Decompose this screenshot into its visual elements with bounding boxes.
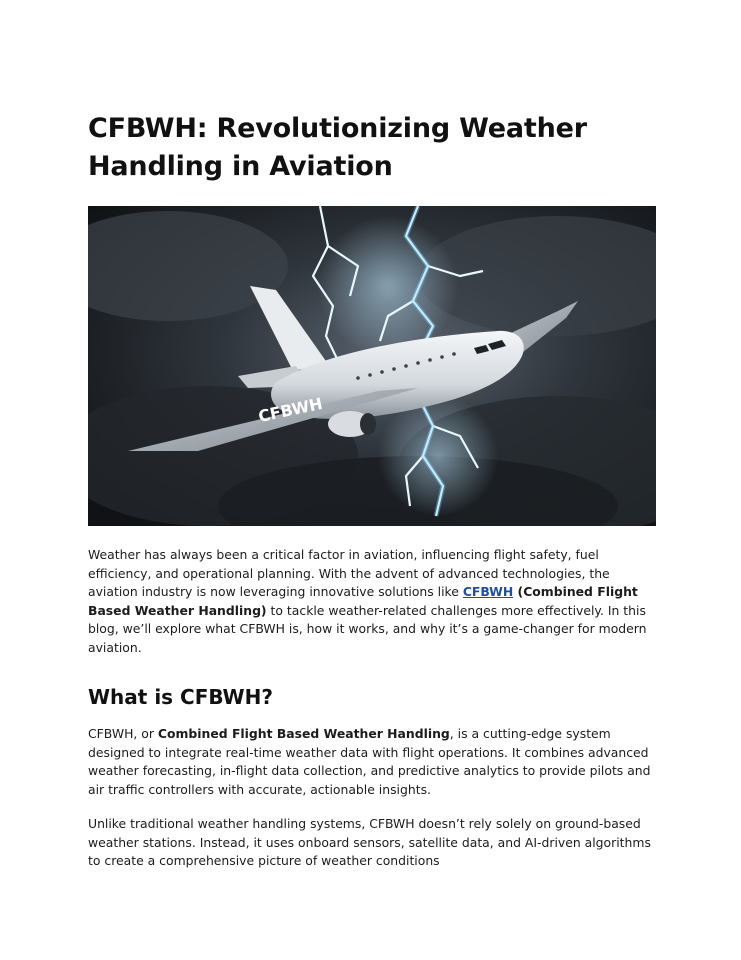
intro-bold-text: (Combined Flight Based Weather Handling)	[88, 584, 638, 618]
intro-text-part1: Weather has always been a critical factor in aviation, influencing flight safety, fuel efficiency, and operational planning. With the advent of advanced technologies, the aviation industry is now leveraging innovative solutions like	[88, 547, 610, 599]
section-heading: What is CFBWH?	[88, 685, 273, 709]
article	[88, 110, 658, 871]
para1-prefix: CFBWH, or	[88, 726, 158, 741]
section-paragraph-1	[88, 725, 658, 799]
para1-rest: , is a cutting-edge system designed to integrate real-time weather data with flight operations. It combines advanced weather forecasting, in-flight data collection, and predictive analytics to provide pilots and air traffic controllers with accurate, actionable insights.	[88, 726, 651, 797]
page-title: CFBWH: Revolutionizing Weather Handling in Aviation	[88, 113, 587, 182]
cfbwh-link[interactable]: CFBWH	[462, 584, 514, 599]
hero-image	[88, 206, 656, 526]
fuselage-label: CFBWH	[256, 393, 325, 427]
intro-text-part2: to tackle weather-related challenges more effectively. In this blog, we’ll explore what CFBWH is, how it works, and why it’s a game-changer for modern aviation.	[88, 602, 647, 655]
section-paragraph-2: Unlike traditional weather handling systems, CFBWH doesn’t rely solely on ground-based weather stations. Instead, it uses onboard sensors, satellite data, and AI-driven algorithms to create a comprehensive picture of weather conditions	[88, 816, 651, 868]
para1-bold: Combined Flight Based Weather Handling	[157, 726, 450, 741]
intro-paragraph	[88, 546, 658, 657]
